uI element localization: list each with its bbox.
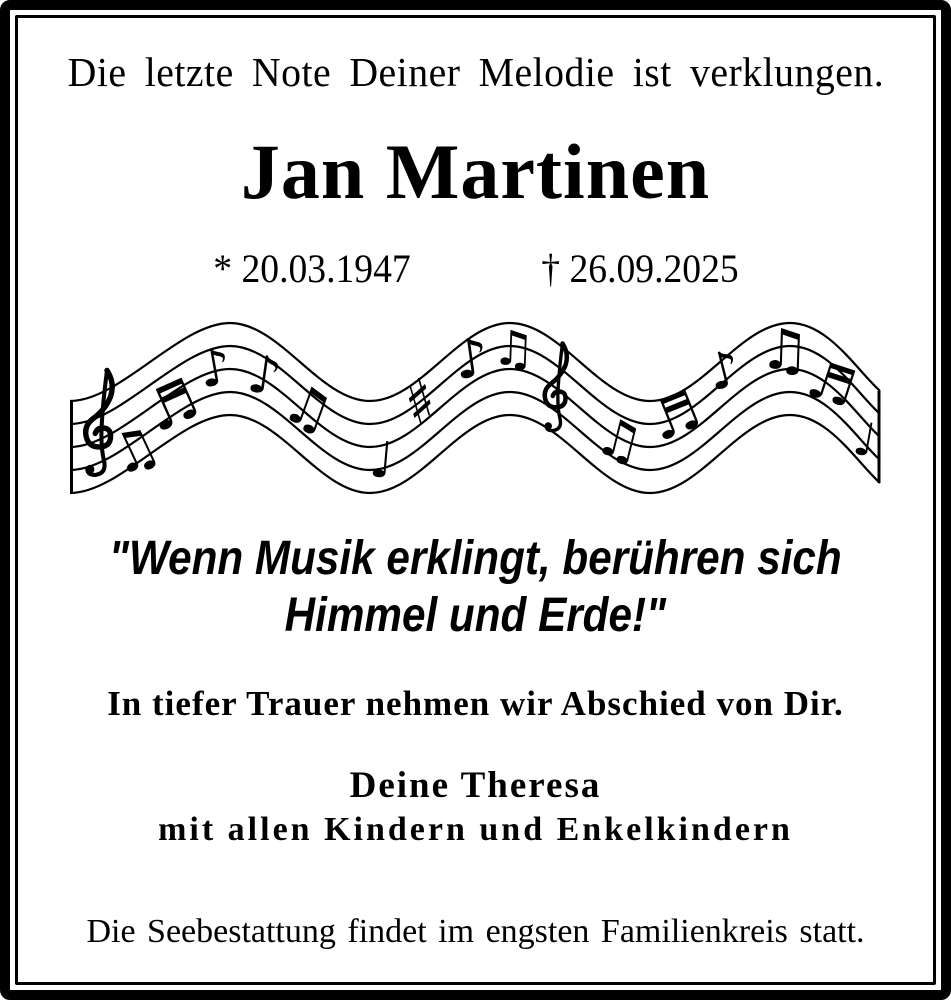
music-note-icon: ♬ xyxy=(135,366,209,446)
music-note-icon: ♫ xyxy=(588,405,649,476)
birth-date: * 20.03.1947 xyxy=(212,246,411,291)
music-note-icon: ♪ xyxy=(700,338,746,403)
obituary-content xyxy=(18,18,933,982)
music-staff-graphic xyxy=(70,305,882,505)
music-staff-svg xyxy=(70,305,882,505)
memorial-quote xyxy=(109,531,842,644)
music-note-icon: ♫ xyxy=(274,369,342,446)
music-note-icon: ♪ xyxy=(449,325,493,393)
death-date: † 26.09.2025 xyxy=(540,246,739,291)
sharp-sign-icon: ♯ xyxy=(395,363,445,442)
music-note-icon: ♫ xyxy=(98,411,169,490)
music-note-icon: ♩ xyxy=(848,410,880,468)
quote-line-1: "Wenn Musik erklingt, berühren sich xyxy=(109,532,842,585)
music-notes xyxy=(98,317,879,490)
burial-notice: Die Seebestattung findet im engsten Familienkreis statt. xyxy=(86,913,865,951)
music-note-icon: ♪ xyxy=(193,336,236,400)
music-note-icon: ♫ xyxy=(757,317,811,384)
music-note-icon: ♩ xyxy=(366,430,396,490)
music-note-icon: ♬ xyxy=(799,349,863,421)
music-note-icon: ♪ xyxy=(243,344,285,409)
mourner-family-line: mit allen Kindern und Enkelkindern xyxy=(158,811,793,849)
music-note-icon: ♫ xyxy=(490,320,536,378)
life-dates xyxy=(207,246,745,291)
deceased-name: Jan Martinen xyxy=(240,128,711,215)
music-note-icon: ♬ xyxy=(640,377,709,455)
farewell-line: In tiefer Trauer nehmen wir Abschied von Dir. xyxy=(107,684,844,724)
mourner-name: Deine Theresa xyxy=(349,765,602,807)
quote-line-2: Himmel und Erde!" xyxy=(284,588,667,642)
epigraph-line: Die letzte Note Deiner Melodie ist verklungen. xyxy=(67,49,884,95)
